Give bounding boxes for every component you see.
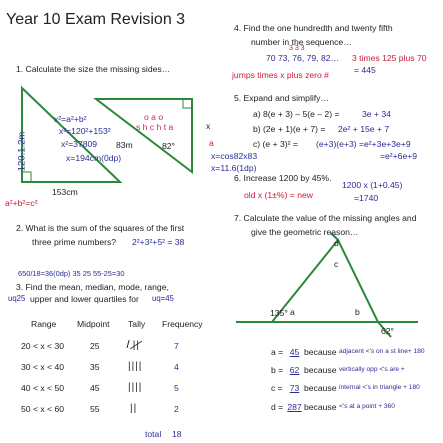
table-row-3-mid: 45	[90, 383, 100, 393]
table-row-2-freq: 4	[174, 362, 179, 372]
q3-text-2: upper and lower quartiles for	[30, 294, 139, 304]
col-header-midpoint: Midpoint	[77, 319, 110, 329]
answer-a-value: 45	[289, 347, 300, 357]
q1-text: 1. Calculate the size the missing sides…	[16, 64, 171, 74]
q5-a-answer: 3e + 34	[362, 109, 391, 119]
table-row-1-freq: 7	[174, 341, 179, 351]
q3-uq-left: uq25	[8, 294, 26, 303]
answer-a-because: because	[304, 347, 337, 357]
q1-tri2-angle: 82°	[162, 141, 175, 151]
q5-c-answer-2: =e²+6e+9	[380, 151, 418, 161]
q4-text: 4. Find the one hundredth and twenty fifth	[234, 23, 393, 33]
q2-answer: 2²+3²+5² = 38	[132, 237, 185, 247]
q1-work-2: x²=120²+153²	[59, 126, 111, 136]
col-header-range: Range	[31, 319, 57, 329]
answer-c-label: c =	[271, 383, 283, 393]
answer-d-reason: <'s at a point + 360	[339, 403, 395, 410]
table-row-2-range: 30 < x < 40	[21, 362, 65, 372]
q5-b-answer: 2e² + 15e + 7	[338, 124, 390, 134]
answer-b-reason: vertically opp <'s are +	[339, 366, 405, 373]
q5-b: b) (2e + 1)(e + 7) =	[253, 124, 326, 134]
table-total: 18	[172, 429, 182, 439]
table-row-3-tally: ||||	[128, 382, 143, 393]
answer-a-reason: adjacent <'s on a st line+ 180	[339, 348, 425, 355]
table-row-4-mid: 55	[90, 404, 100, 414]
q1-tri2-a: a	[209, 138, 214, 148]
table-row-3-freq: 5	[174, 383, 179, 393]
q1-tri2-work-1: x=cos82x83	[211, 151, 258, 161]
q6-text: 6. Increase 1200 by 45%.	[234, 173, 332, 183]
q1-work-4: x=194cm(0dp)	[66, 153, 122, 163]
answer-d-because: because	[304, 402, 337, 412]
table-row-1-range: 20 < x < 30	[21, 341, 65, 351]
q7-angle-135: 135°	[270, 308, 288, 318]
q3-uq-right: uq=45	[152, 294, 174, 303]
table-total-label: total	[145, 429, 162, 439]
table-row-3-range: 40 < x < 50	[21, 383, 65, 393]
q7-label-b: b	[355, 307, 360, 317]
q7-label-a: a	[290, 307, 295, 317]
q1-formula: a²+b²=c²	[5, 198, 38, 208]
q6-work-2: 1200 x (1+0.45)	[342, 180, 403, 190]
q6-work-3: =1740	[354, 193, 379, 203]
q1-tri2-labels: o a o	[144, 112, 164, 122]
q3-work-top: 650/18=36(0dp) 35 25 55-25=30	[18, 269, 125, 278]
right-angle-marker-1	[22, 172, 31, 182]
table-row-2-mid: 35	[90, 362, 100, 372]
answer-c-value: 73	[289, 383, 300, 393]
q7-label-d: d	[334, 238, 339, 248]
answer-b-value: 62	[289, 365, 300, 375]
q5-c: c) (e + 3)² =	[253, 139, 298, 149]
table-row-1-mid: 25	[90, 341, 100, 351]
triangle-sides	[272, 240, 378, 322]
q7-label-c: c	[334, 259, 339, 269]
page-title: Year 10 Exam Revision 3	[6, 11, 186, 28]
q2-text-2: three prime numbers?	[32, 237, 117, 247]
q1-work-3: x²=37809	[61, 139, 98, 149]
q4-diffs: 3 3 3	[289, 45, 305, 52]
q4-text-2: number in the sequence…	[251, 37, 352, 47]
answer-d-label: d =	[271, 402, 284, 412]
q1-side-bottom: 153cm	[52, 187, 78, 197]
q1-tri2-x: x	[206, 121, 211, 131]
answer-d-value: 287	[287, 402, 302, 412]
q5-c-answer: (e+3)(e+3) =e²+3e+3e+9	[316, 139, 411, 149]
col-header-frequency: Frequency	[162, 319, 203, 329]
q7-text-2: give the geometric reason…	[251, 227, 359, 237]
q3-text: 3. Find the mean, median, mode, range,	[16, 282, 169, 292]
table-row-1-tally: ̸̸̸̸ ||	[128, 340, 140, 351]
q2-text: 2. What is the sum of the squares of the first	[16, 223, 185, 233]
table-row-4-range: 50 < x < 60	[21, 404, 65, 414]
q4-answer-2: = 445	[354, 65, 376, 75]
answer-a-label: a =	[271, 347, 284, 357]
q4-sequence: 70 73, 76, 79, 82…	[266, 53, 340, 63]
q7-text: 7. Calculate the value of the missing angles and	[234, 213, 417, 223]
table-row-2-tally: ||||	[128, 361, 143, 372]
q6-work-1: old x (1±%) = new	[244, 190, 313, 200]
q1-work-1: x²=a²+b²	[54, 114, 87, 124]
q1-side-left: 120.1.2m	[16, 131, 28, 172]
answer-c-reason: internal <'s in triangle + 180	[339, 384, 420, 391]
q7-angle-62: 62°	[381, 326, 394, 336]
answer-b-because: because	[304, 365, 337, 375]
table-row-4-freq: 2	[174, 404, 179, 414]
answer-b-label: b =	[271, 365, 284, 375]
q5-a: a) 8(e + 3) – 5(e – 2) =	[253, 109, 340, 119]
q4-note: jumps times x plus zero #	[232, 70, 329, 80]
table-row-4-tally: ||	[130, 403, 138, 414]
answer-c-because: because	[304, 383, 337, 393]
q4-answer-1: 3 times 125 plus 70	[352, 53, 427, 63]
q5-text: 5. Expand and simplify…	[234, 93, 330, 103]
q1-tri2-labels2: s h c h t a	[136, 122, 174, 132]
q1-tri2-work-2: x=11.6(1dp)	[211, 163, 257, 173]
col-header-tally: Tally	[128, 319, 146, 329]
q1-tri2-side: 83m	[116, 140, 133, 150]
right-angle-marker-2	[183, 99, 192, 108]
